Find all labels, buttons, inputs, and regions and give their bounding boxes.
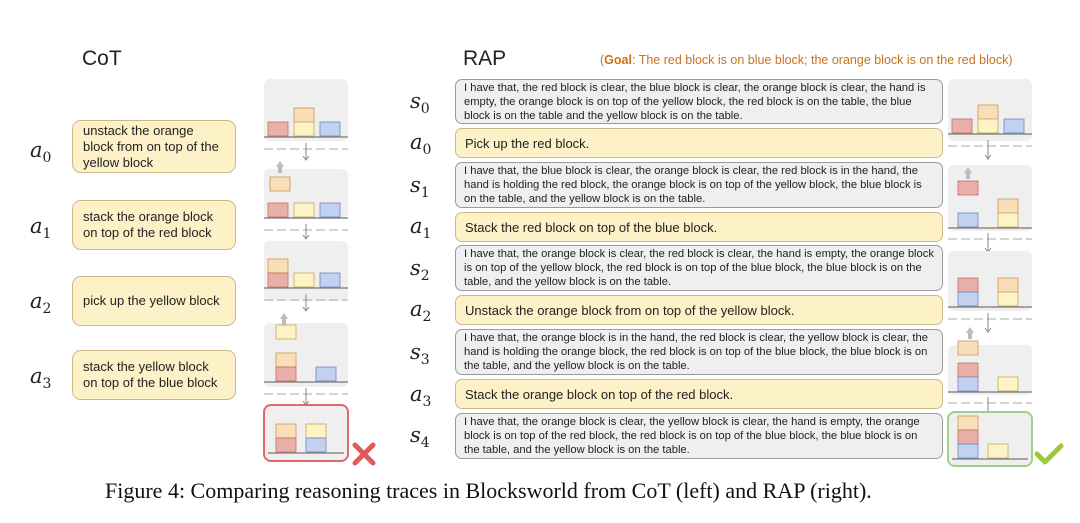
orange-block [276,424,296,438]
orange-block [276,353,296,367]
figure-caption: Figure 4: Comparing reasoning traces in Blocksworld from CoT (left) and RAP (right). [105,478,872,503]
cot-title: CoT [82,47,122,70]
goal-text: (Goal: The red block is on blue block; the orange block is on the red block) [600,53,1013,67]
red-block [268,122,288,136]
cot-step-a2: pick up the yellow block [72,276,236,326]
rap-label-s3: $s_3$ [410,340,430,369]
rap-blocks-diagram [942,75,1067,475]
orange-block [294,108,314,122]
yellow-block [294,273,314,287]
rap-state-s0: I have that, the red block is clear, the blue block is clear, the orange block is clear, the hand is empty, the orange block is on top of the yellow block, the red block is on the table, the blue block is on the table and the yellow block is on the table. [455,79,943,124]
red-block [276,438,296,452]
cot-label-a3: $a_3$ [30,364,52,393]
blue-block [958,213,978,227]
rap-label-s1: $s_1$ [410,173,430,202]
cot-label-a2: $a_2$ [30,289,52,318]
blue-block [320,273,340,287]
cot-step-a0: unstack the orange block from on top of the yellow block [72,120,236,173]
red-block [958,278,978,292]
orange-block [958,416,978,430]
yellow-block [998,213,1018,227]
yellow-block [306,424,326,438]
rap-state-s3: I have that, the orange block is in the hand, the red block is clear, the yellow block is clear, the hand is holding the orange block, the red block is on top of the blue block, the blue block is on the table, and the yellow block is on the table. [455,329,943,375]
rap-label-a0: $a_0$ [410,130,432,159]
rap-action-a0: Pick up the red block. [455,128,943,158]
blue-block [306,438,326,452]
red-block [958,430,978,444]
red-block [268,273,288,287]
orange-block [268,259,288,273]
orange-block [270,177,290,191]
rap-action-a1: Stack the red block on top of the blue block. [455,212,943,242]
cot-step-a1: stack the orange block on top of the red block [72,200,236,250]
rap-state-s2: I have that, the orange block is clear, the red block is clear, the hand is empty, the orange block is on top of the yellow block, the red block is on top of the blue block, the blue block is on the table, and the yellow block is on the table. [455,245,943,291]
red-block [268,203,288,217]
blue-block [958,444,978,458]
blue-block [320,122,340,136]
yellow-block [998,377,1018,391]
rap-state-s1: I have that, the blue block is clear, the orange block is clear, the red block is in the hand, the hand is holding the red block, the orange block is on top of the yellow block, the blue block is on the table, and the yellow block is on the table. [455,162,943,208]
rap-label-s4: $s_4$ [410,423,430,452]
yellow-block [276,325,296,339]
fail-cross-icon [355,445,373,463]
orange-block [958,341,978,355]
yellow-block [978,119,998,133]
rap-title: RAP [463,47,507,70]
blue-block [1004,119,1024,133]
red-block [952,119,972,133]
blue-block [316,367,336,381]
rap-label-a2: $a_2$ [410,297,432,326]
rap-label-s0: $s_0$ [410,89,430,118]
success-check-icon [1037,446,1061,462]
orange-block [998,278,1018,292]
red-block [958,363,978,377]
cot-label-a1: $a_1$ [30,214,52,243]
cot-step-a3: stack the yellow block on top of the blue block [72,350,236,400]
rap-label-a3: $a_3$ [410,382,432,411]
blue-block [958,292,978,306]
red-block [276,367,296,381]
rap-state-s4: I have that, the orange block is clear, the yellow block is clear, the hand is empty, the orange block is on top of the red block, the red block is on top of the blue block, the blue block is on the table, and the yellow block is on the table. [455,413,943,459]
yellow-block [988,444,1008,458]
cot-label-a0: $a_0$ [30,138,52,167]
rap-label-a1: $a_1$ [410,214,432,243]
blue-block [320,203,340,217]
yellow-block [294,122,314,136]
rap-action-a2: Unstack the orange block from on top of the yellow block. [455,295,943,325]
yellow-block [294,203,314,217]
orange-block [978,105,998,119]
orange-block [998,199,1018,213]
yellow-block [998,292,1018,306]
rap-action-a3: Stack the orange block on top of the red block. [455,379,943,409]
cot-blocks-diagram [258,75,383,470]
blue-block [958,377,978,391]
red-block [958,181,978,195]
rap-label-s2: $s_2$ [410,256,430,285]
